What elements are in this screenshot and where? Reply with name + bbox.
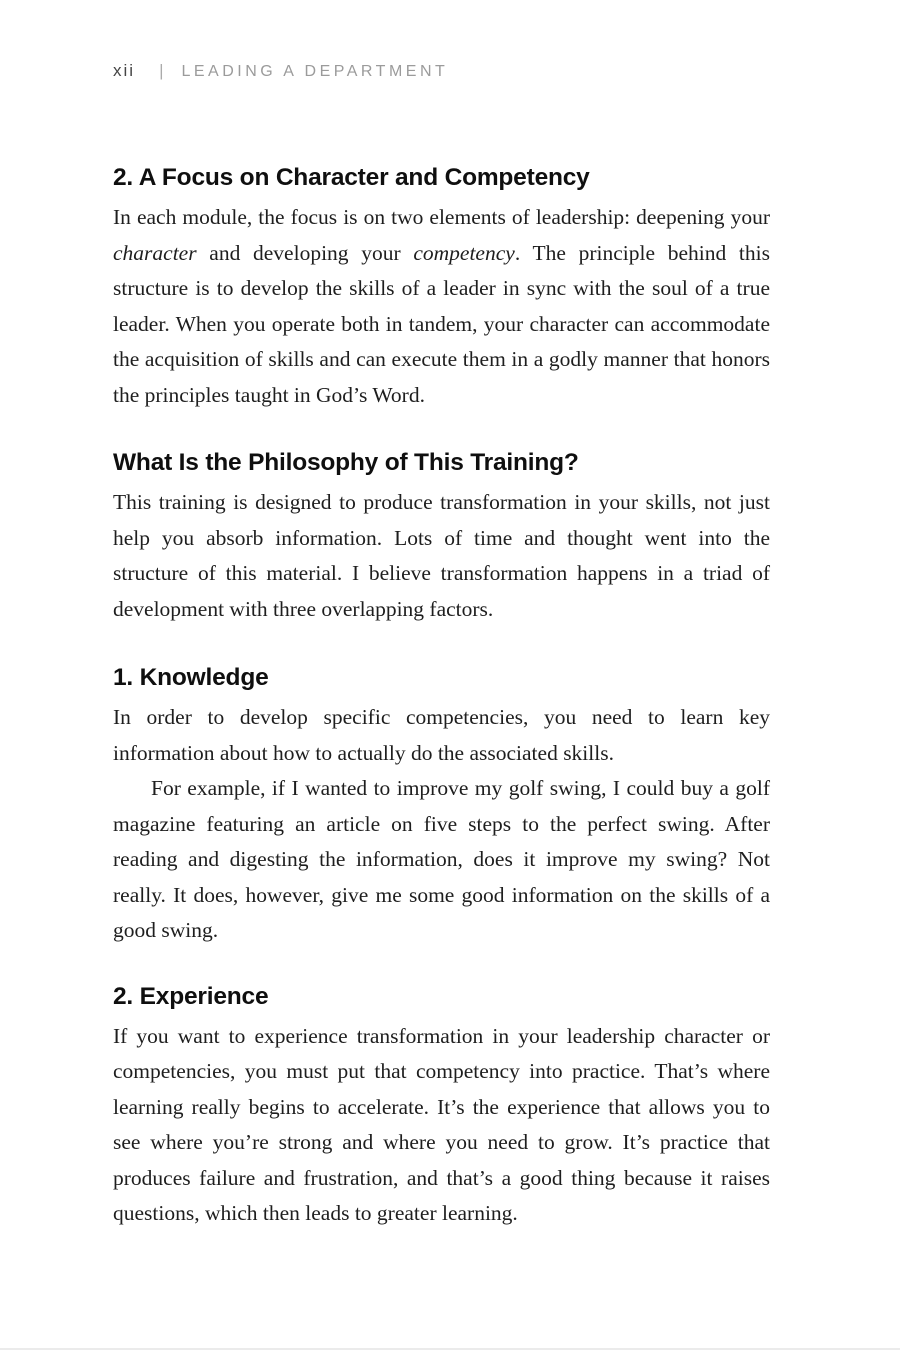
- header-divider: |: [159, 61, 164, 80]
- section-philosophy-of-training: [113, 448, 770, 627]
- body-paragraph: If you want to experience transformation in your leadership character or competencies, you must put that competency into practice. That’s where learning really begins to accelerate. It’s the experience that allows you to see where you’re strong and where you need to grow. It’s practice that produces failure and frustration, and that’s a good thing because it raises questions, which then leads to greater learning.: [113, 1023, 770, 1225]
- body-paragraph: In each module, the focus is on two elements of leadership: deepening your character and developing your competency. The principle behind this structure is to develop the skills of a leader in sync with the soul of a true leader. When you operate both in tandem, your character can accommodate the acquisition of skills and can execute them in a godly manner that honors the principles taught in God’s Word.: [113, 205, 770, 407]
- section-heading: 2. A Focus on Character and Competency: [113, 164, 590, 191]
- page-number: xii: [113, 61, 136, 80]
- page-content: [113, 163, 770, 1232]
- section-heading: What Is the Philosophy of This Training?: [113, 449, 579, 476]
- section-heading: 2. Experience: [113, 982, 269, 1010]
- section-heading: 1. Knowledge: [113, 664, 269, 691]
- body-paragraph: In order to develop specific competencies, you need to learn key information about how to actually do the associated skills.: [113, 705, 770, 765]
- section-focus-character-competency: [113, 163, 770, 413]
- page-header: [113, 61, 448, 82]
- section-experience: [113, 982, 770, 1232]
- body-paragraph: For example, if I wanted to improve my golf swing, I could buy a golf magazine featuring an article on five steps to the perfect swing. After reading and digesting the information, does it improve my swing? Not really. It does, however, give me some good information on the skills of a good swing.: [113, 776, 770, 942]
- running-head-title: LEADING A DEPARTMENT: [181, 63, 449, 80]
- section-knowledge: [113, 663, 770, 949]
- body-paragraph: This training is designed to produce transformation in your skills, not just help you absorb information. Lots of time and thought went into the structure of this material. I believe transformation happens in a triad of development with three overlapping factors.: [113, 490, 770, 621]
